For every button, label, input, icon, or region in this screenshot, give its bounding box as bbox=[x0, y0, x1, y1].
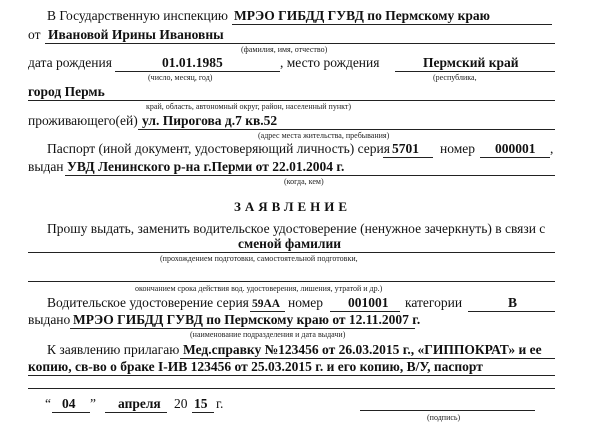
signature-line bbox=[360, 410, 535, 411]
date-day: 04 bbox=[62, 396, 76, 411]
birth-date-label: дата рождения bbox=[28, 55, 112, 70]
to-prefix: В Государственную инспекцию bbox=[47, 8, 228, 23]
license-issued-line bbox=[70, 328, 415, 329]
license-category-line bbox=[468, 311, 555, 312]
request-caption1: (прохождением подготовки, самостоятельной подготовки, bbox=[160, 254, 358, 263]
date-year-label: г. bbox=[216, 396, 224, 411]
inspection-name: МРЭО ГИБДД ГУВД по Пермскому краю bbox=[234, 8, 490, 23]
inspection-line bbox=[232, 24, 552, 25]
request-reason-line bbox=[28, 252, 555, 253]
date-quote-close: ” bbox=[90, 396, 96, 411]
name-caption: (фамилия, имя, отчество) bbox=[241, 45, 328, 54]
license-label: Водительское удостоверение серия bbox=[47, 295, 249, 310]
passport-series: 5701 bbox=[392, 141, 419, 156]
birth-place-caption: (республика, bbox=[433, 73, 477, 82]
passport-issued-label: выдан bbox=[28, 159, 64, 174]
passport-comma: , bbox=[550, 141, 554, 156]
date-year-line bbox=[192, 412, 214, 413]
from-prefix: от bbox=[28, 27, 41, 42]
passport-series-line bbox=[383, 157, 433, 158]
birth-date-line bbox=[115, 71, 280, 72]
birth-place-line bbox=[395, 71, 555, 72]
request-caption2: окончанием срока действия вод. удостоверения, лишения, утратой и др.) bbox=[135, 284, 383, 293]
date-year-prefix: 20 bbox=[174, 396, 188, 411]
attachments-label: К заявлению прилагаю bbox=[47, 342, 180, 357]
passport-issued-line bbox=[65, 175, 555, 176]
applicant-name: Ивановой Ирины Ивановны bbox=[48, 27, 224, 42]
birth-city-caption: край, область, автономный округ, район, населенный пункт) bbox=[146, 102, 352, 111]
passport-number-line bbox=[480, 157, 550, 158]
statement-title: ЗАЯВЛЕНИЕ bbox=[234, 199, 352, 214]
license-category-label: категории bbox=[405, 295, 463, 310]
license-category: В bbox=[508, 295, 518, 310]
birth-date-caption: (число, месяц, год) bbox=[148, 73, 213, 82]
residence-value: ул. Пирогова д.7 кв.52 bbox=[142, 113, 278, 128]
passport-number: 000001 bbox=[495, 141, 536, 156]
license-number: 001001 bbox=[348, 295, 389, 310]
attachments-line2-rule bbox=[28, 375, 555, 376]
attachments-line2: копию, св-во о браке I-ИВ 123456 от 25.03.2015 г. и его копию, В/У, паспорт bbox=[28, 359, 483, 374]
residence-caption: (адрес места жительства, пребывания) bbox=[258, 131, 390, 140]
attachments-line3-rule bbox=[28, 388, 555, 389]
passport-label: Паспорт (иной документ, удостоверяющий личность) серия bbox=[47, 141, 390, 156]
date-month-line bbox=[105, 412, 167, 413]
license-series: 59АА bbox=[252, 298, 281, 310]
date-year-suffix: 15 bbox=[194, 396, 208, 411]
birth-place-value: Пермский край bbox=[423, 55, 519, 70]
date-day-line bbox=[52, 412, 90, 413]
signature-caption: (подпись) bbox=[427, 413, 461, 422]
passport-issued-caption: (когда, кем) bbox=[284, 177, 324, 186]
license-issued-value: МРЭО ГИБДД ГУВД по Пермскому краю от 12.11.2007 г. bbox=[73, 312, 421, 327]
attachments-line1: Мед.справку №123456 от 26.03.2015 г., «ГИППОКРАТ» и ее bbox=[183, 342, 542, 357]
license-issued-label: выдано bbox=[28, 312, 71, 327]
request-reason: сменой фамилии bbox=[238, 236, 342, 251]
birth-city-line bbox=[28, 100, 555, 101]
passport-issued-value: УВД Ленинского р-на г.Перми от 22.01.2004 г. bbox=[67, 159, 345, 174]
request-extra-line bbox=[28, 281, 555, 282]
birth-place-label: , место рождения bbox=[280, 55, 380, 70]
date-quote-open: “ bbox=[45, 396, 51, 411]
birth-date-value: 01.01.1985 bbox=[162, 55, 223, 70]
residence-label: проживающего(ей) bbox=[28, 113, 138, 128]
date-month: апреля bbox=[118, 396, 161, 411]
request-text: Прошу выдать, заменить водительское удостоверение (ненужное зачеркнуть) в связи с bbox=[47, 221, 546, 236]
birth-city: город Пермь bbox=[28, 84, 105, 99]
license-number-label: номер bbox=[288, 295, 324, 310]
license-issued-caption: (наименование подразделения и дата выдачи) bbox=[190, 330, 346, 339]
residence-line bbox=[138, 129, 555, 130]
applicant-line bbox=[45, 43, 555, 44]
passport-number-label: номер bbox=[440, 141, 476, 156]
